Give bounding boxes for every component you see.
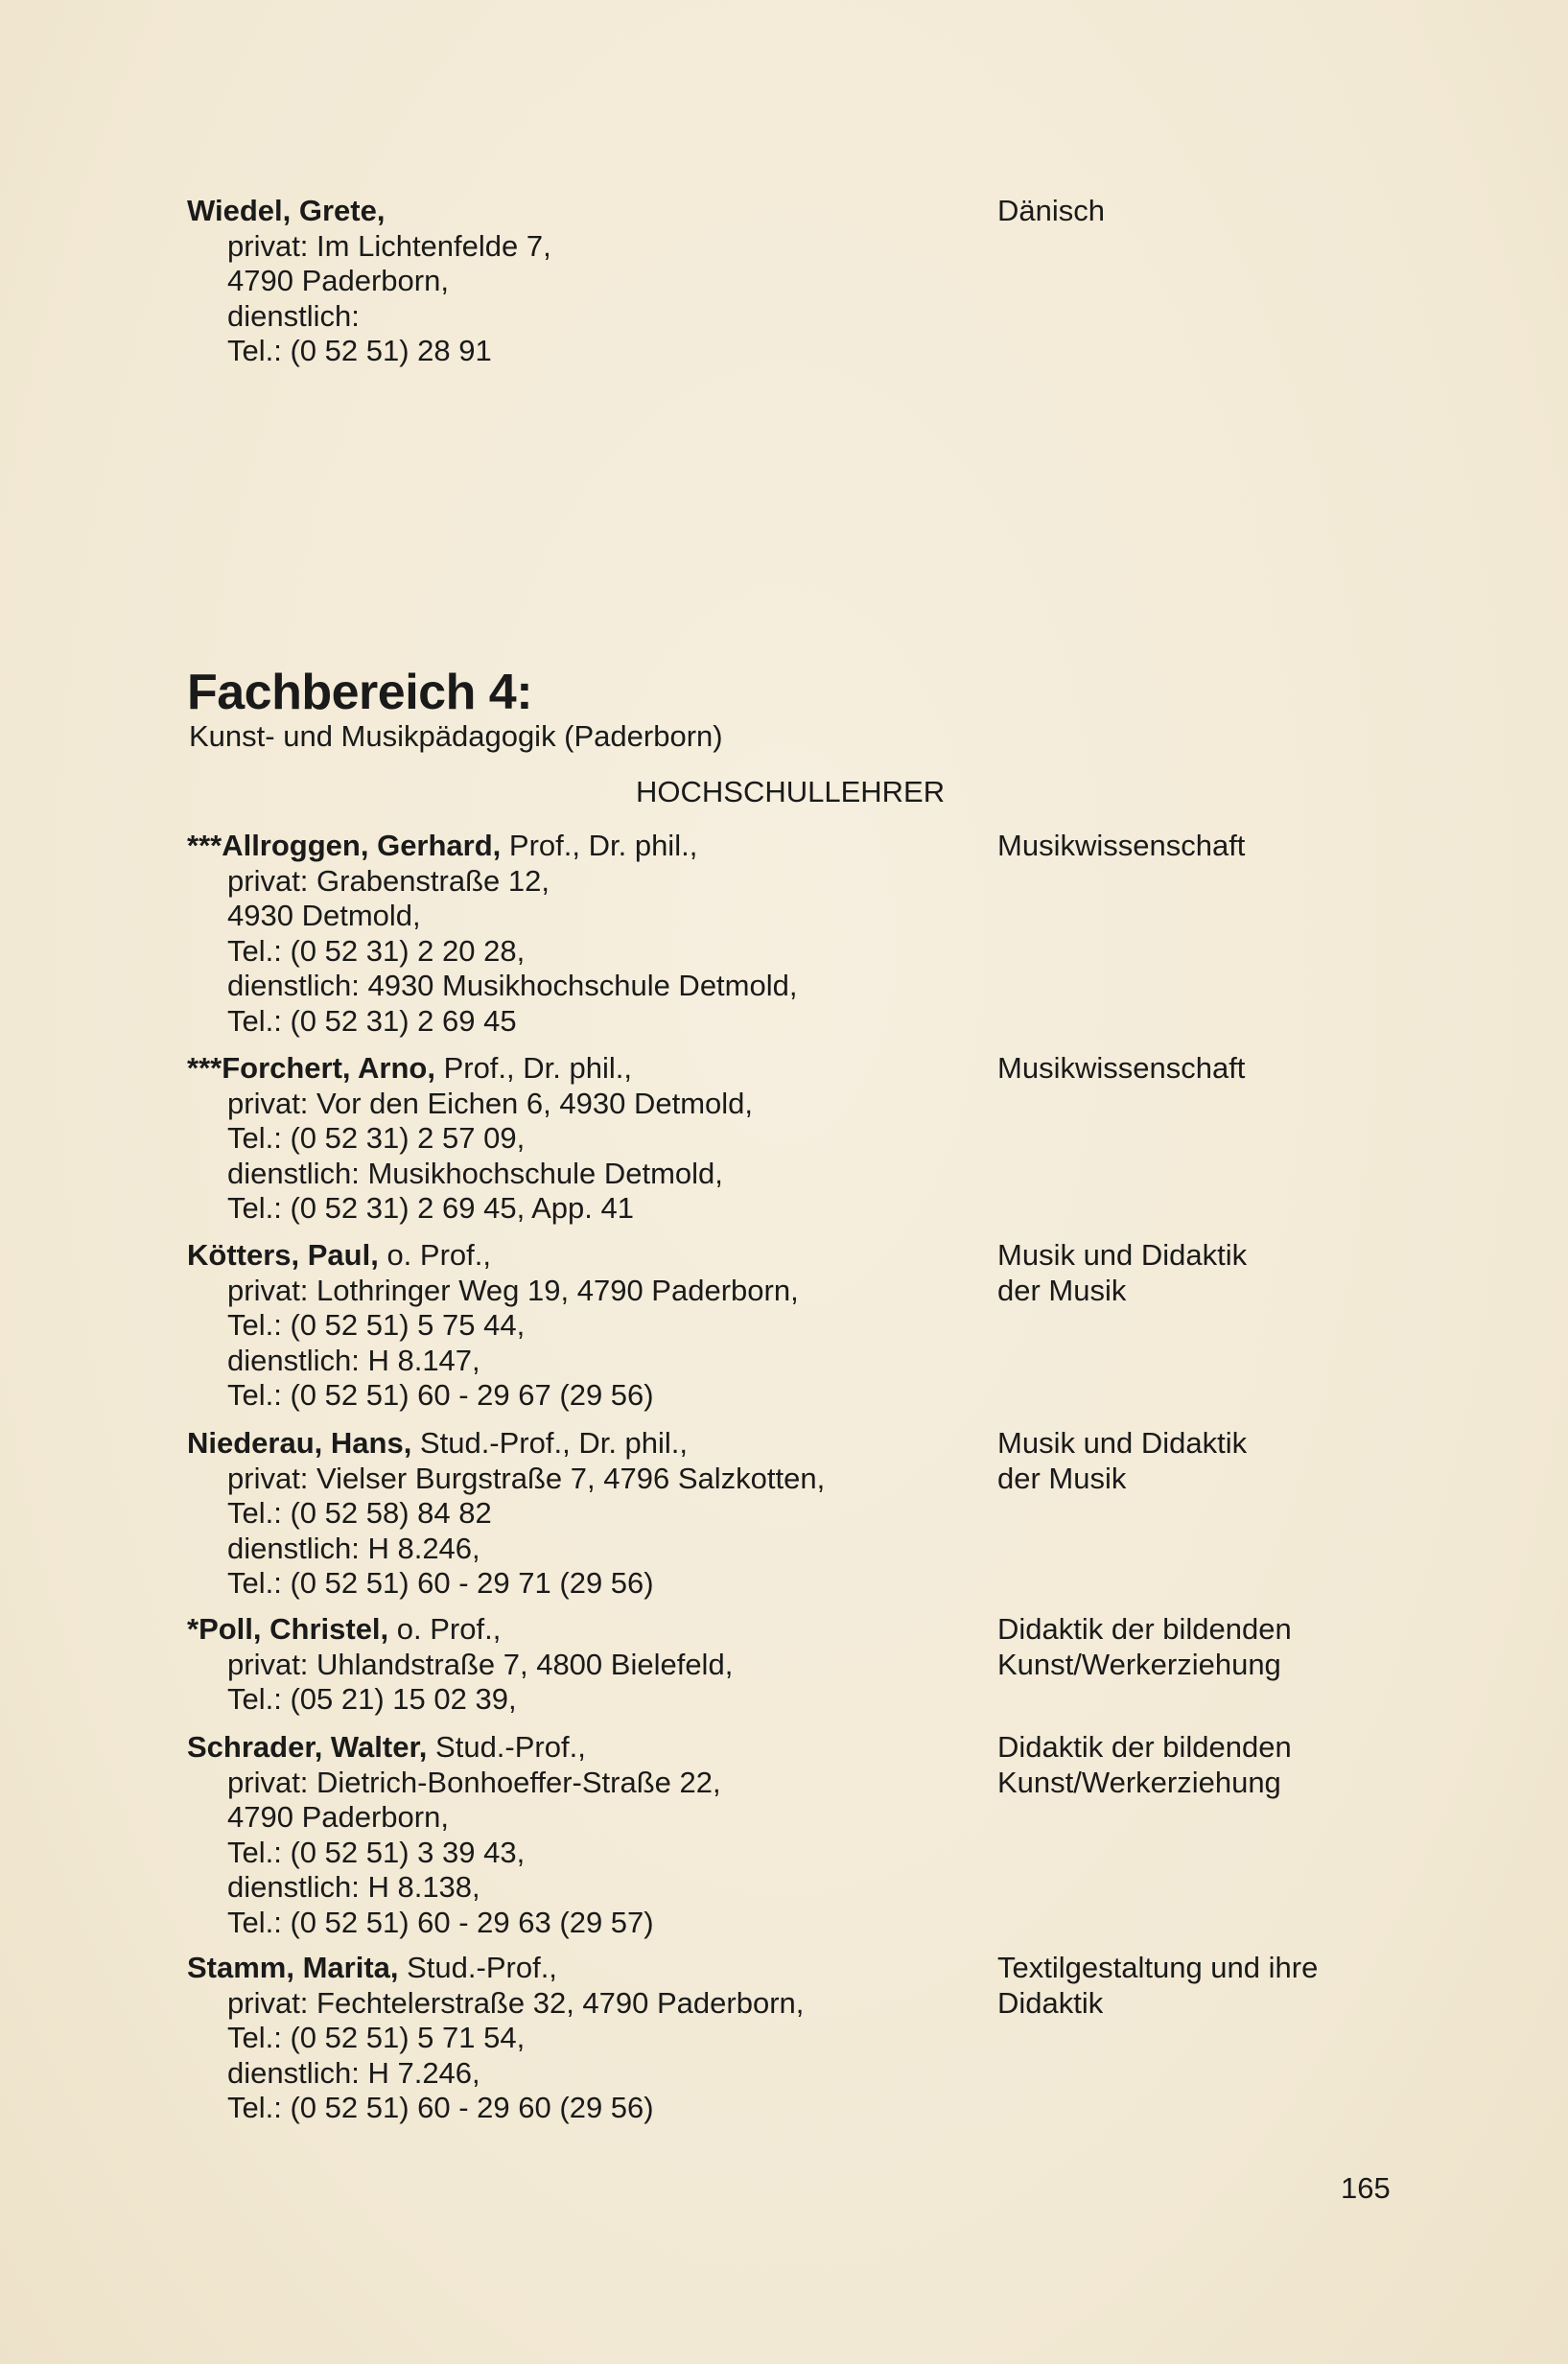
entry-line: dienstlich: H 8.246, bbox=[227, 1531, 480, 1565]
entry-line: Tel.: (0 52 51) 60 - 29 60 (29 56) bbox=[227, 2091, 654, 2124]
entry-subject bbox=[997, 194, 1496, 229]
entry-title: Stud.-Prof., bbox=[427, 1730, 586, 1764]
entry-line: Tel.: (0 52 51) 60 - 29 71 (29 56) bbox=[227, 1566, 654, 1600]
entry-title: Stud.-Prof., Dr. phil., bbox=[411, 1426, 689, 1460]
page-number: 165 bbox=[1341, 2171, 1391, 2205]
entry-line: Tel.: (0 52 51) 3 39 43, bbox=[227, 1835, 526, 1869]
entry-line: Tel.: (0 52 51) 5 71 54, bbox=[227, 2021, 526, 2054]
entry-name: ***Forchert, Arno, bbox=[187, 1051, 435, 1085]
entry-line: privat: Vielser Burgstraße 7, 4796 Salzkotten, bbox=[227, 1461, 826, 1495]
subject-line: Kunst/Werkerziehung bbox=[997, 1647, 1281, 1681]
entry-name-line bbox=[187, 1730, 973, 1766]
entry-subject bbox=[997, 1730, 1496, 1800]
entry-line: dienstlich: bbox=[227, 298, 360, 333]
entry-address-block bbox=[187, 829, 973, 1039]
entry-line: Tel.: (0 52 31) 2 20 28, bbox=[227, 933, 526, 968]
entry-subject bbox=[997, 1426, 1496, 1496]
section-label: HOCHSCHULLEHRER bbox=[636, 775, 946, 808]
entry-name: Schrader, Walter, bbox=[187, 1730, 428, 1764]
entry-line: privat: Vor den Eichen 6, 4930 Detmold, bbox=[227, 1086, 753, 1120]
entry-subject bbox=[997, 1238, 1496, 1308]
entry-name: ***Allroggen, Gerhard, bbox=[187, 829, 502, 862]
entry-line: privat: Lothringer Weg 19, 4790 Paderborn, bbox=[227, 1273, 799, 1307]
entry-name-line bbox=[187, 1951, 973, 1986]
entry-line: dienstlich: 4930 Musikhochschule Detmold, bbox=[227, 969, 798, 1002]
entry-title: Prof., Dr. phil., bbox=[501, 829, 698, 862]
entry-line: Tel.: (0 52 51) 28 91 bbox=[227, 334, 492, 367]
entry-name-line bbox=[187, 1051, 973, 1087]
entry-address-block bbox=[187, 1426, 973, 1602]
entry-title: o. Prof., bbox=[378, 1238, 491, 1272]
entry-title: Prof., Dr. phil., bbox=[434, 1051, 632, 1085]
entry-line: privat: Im Lichtenfelde 7, bbox=[227, 228, 551, 263]
entry-line: dienstlich: Musikhochschule Detmold, bbox=[227, 1156, 723, 1190]
subject-line: Kunst/Werkerziehung bbox=[997, 1765, 1281, 1799]
entry-name-line bbox=[187, 1612, 973, 1648]
entry-subject bbox=[997, 1051, 1496, 1087]
section-subtitle: Kunst- und Musikpädagogik (Paderborn) bbox=[189, 719, 723, 753]
entry-line: Tel.: (0 52 31) 2 57 09, bbox=[227, 1121, 526, 1155]
entry-line: 4790 Paderborn, bbox=[227, 1800, 449, 1834]
entry-line: dienstlich: H 7.246, bbox=[227, 2055, 480, 2090]
entry-line: privat: Fechtelerstraße 32, 4790 Paderborn, bbox=[227, 1985, 805, 2020]
subject-line: Didaktik bbox=[997, 1985, 1104, 2020]
entry-line: privat: Dietrich-Bonhoeffer-Straße 22, bbox=[227, 1765, 721, 1799]
section-heading: Fachbereich 4: bbox=[187, 665, 533, 720]
entry-address-block bbox=[187, 1951, 973, 2126]
subject-line: Textilgestaltung und ihre bbox=[997, 1951, 1319, 1984]
subject-line: Musikwissenschaft bbox=[997, 1051, 1246, 1085]
entry-line: Tel.: (0 52 31) 2 69 45 bbox=[227, 1003, 517, 1038]
entry-address-block bbox=[187, 1051, 973, 1227]
entry-subject bbox=[997, 829, 1496, 864]
entry-line: 4790 Paderborn, bbox=[227, 264, 449, 297]
entry-subject bbox=[997, 1612, 1496, 1682]
entry-name: Kötters, Paul, bbox=[187, 1238, 379, 1272]
entry-line: dienstlich: H 8.147, bbox=[227, 1343, 480, 1377]
entry-address-block bbox=[187, 1238, 973, 1414]
subject-line: Musik und Didaktik bbox=[997, 1238, 1248, 1272]
entry-title: o. Prof., bbox=[388, 1612, 502, 1646]
subject-line: Dänisch bbox=[997, 194, 1105, 227]
entry-line: privat: Grabenstraße 12, bbox=[227, 863, 550, 898]
subject-line: Didaktik der bildenden bbox=[997, 1730, 1292, 1764]
entry-address-block bbox=[187, 194, 973, 369]
entry-line: Tel.: (05 21) 15 02 39, bbox=[227, 1682, 517, 1716]
entry-line: Tel.: (0 52 51) 5 75 44, bbox=[227, 1308, 526, 1342]
entry-name: *Poll, Christel, bbox=[187, 1612, 389, 1646]
entry-name-line bbox=[187, 1426, 973, 1462]
entry-name: Wiedel, Grete, bbox=[187, 194, 386, 227]
entry-address-block bbox=[187, 1612, 973, 1718]
entry-title: Stud.-Prof., bbox=[398, 1951, 557, 1984]
entry-line: Tel.: (0 52 51) 60 - 29 63 (29 57) bbox=[227, 1905, 654, 1939]
subject-line: Musik und Didaktik bbox=[997, 1426, 1248, 1460]
entry-line: privat: Uhlandstraße 7, 4800 Bielefeld, bbox=[227, 1647, 734, 1681]
entry-name-line bbox=[187, 1238, 973, 1274]
subject-line: der Musik bbox=[997, 1273, 1127, 1307]
entry-line: Tel.: (0 52 51) 60 - 29 67 (29 56) bbox=[227, 1378, 654, 1412]
entry-name-line bbox=[187, 829, 973, 864]
entry-name-line bbox=[187, 194, 973, 229]
entry-line: dienstlich: H 8.138, bbox=[227, 1870, 480, 1904]
entry-subject bbox=[997, 1951, 1496, 2021]
entry-address-block bbox=[187, 1730, 973, 1940]
entry-name: Stamm, Marita, bbox=[187, 1951, 399, 1984]
entry-name: Niederau, Hans, bbox=[187, 1426, 412, 1460]
subject-line: Didaktik der bildenden bbox=[997, 1612, 1292, 1646]
entry-line: 4930 Detmold, bbox=[227, 899, 421, 932]
entry-line: Tel.: (0 52 31) 2 69 45, App. 41 bbox=[227, 1191, 634, 1225]
subject-line: der Musik bbox=[997, 1461, 1127, 1495]
subject-line: Musikwissenschaft bbox=[997, 829, 1246, 862]
entry-line: Tel.: (0 52 58) 84 82 bbox=[227, 1496, 492, 1530]
